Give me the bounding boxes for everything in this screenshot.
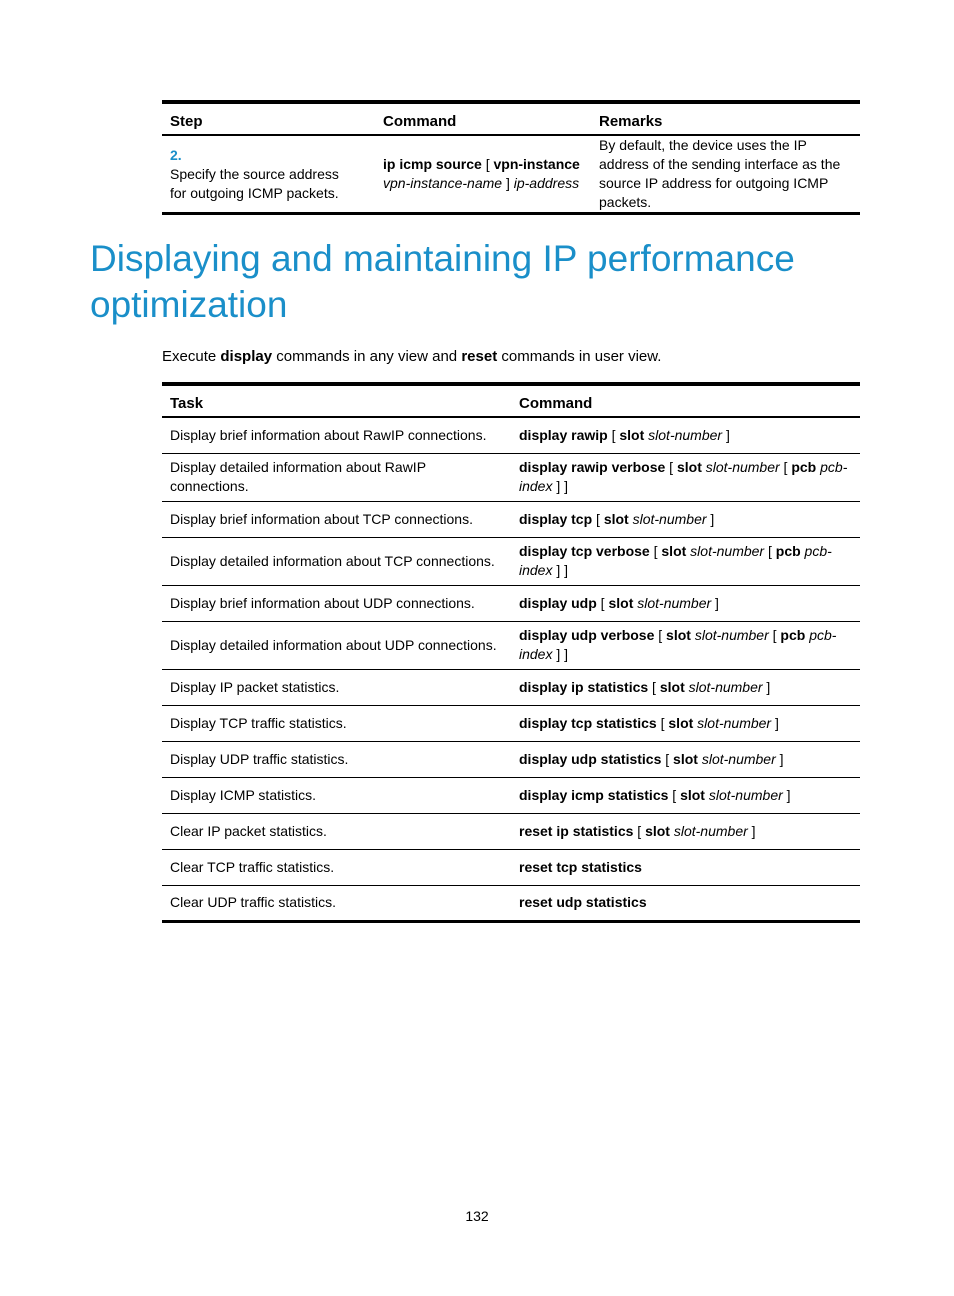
- command-cell: display udp [ slot slot-number ]: [519, 594, 719, 611]
- intro-text: Execute display commands in any view and reset commands in user view.: [162, 348, 662, 365]
- page-number: 132: [465, 1208, 489, 1224]
- task-table-header: [162, 384, 860, 417]
- task-header: Task: [170, 395, 204, 412]
- step-remarks: By default, the device uses the IP address of the sending interface as the source IP address for outgoing ICMP packets.: [599, 137, 841, 210]
- command-cell: reset tcp statistics: [519, 858, 642, 875]
- command-cell: display icmp statistics [ slot slot-number ]: [519, 786, 791, 803]
- task-cell: Display brief information about UDP connections.: [170, 594, 475, 611]
- command-cell: display udp verbose [ slot slot-number [ pcb pcb-index ] ]: [519, 627, 837, 662]
- command-cell: display tcp verbose [ slot slot-number [ pcb pcb-index ] ]: [519, 543, 832, 578]
- command-cell: display tcp [ slot slot-number ]: [519, 510, 715, 527]
- section-heading: Displaying and maintaining IP performance optimization: [90, 238, 795, 325]
- task-cell: Clear TCP traffic statistics.: [170, 858, 335, 875]
- step-cell: [162, 135, 375, 214]
- table-row: [162, 621, 860, 669]
- task-cell: Clear IP packet statistics.: [170, 822, 327, 839]
- command-cell: display rawip verbose [ slot slot-number [ pcb pcb-index ] ]: [519, 459, 848, 494]
- table-row: [162, 453, 860, 501]
- command-cell: display tcp statistics [ slot slot-number ]: [519, 714, 779, 731]
- step-header: Step: [170, 113, 203, 130]
- command-cell: display rawip [ slot slot-number ]: [519, 426, 730, 443]
- task-cell: Display brief information about RawIP connections.: [170, 426, 487, 443]
- task-cell: Display detailed information about TCP connections.: [170, 552, 495, 569]
- task-cell: Display brief information about TCP connections.: [170, 510, 473, 527]
- table-row: [162, 885, 860, 921]
- command-cell: reset udp statistics: [519, 894, 647, 910]
- table-row: [162, 537, 860, 585]
- step-table: [162, 100, 860, 215]
- command-header: Command: [383, 113, 457, 130]
- step-number: 2.: [170, 146, 182, 163]
- step-table-header: [162, 102, 860, 135]
- command-cell: display ip statistics [ slot slot-number ]: [519, 678, 771, 695]
- task-cell: Display detailed information about UDP connections.: [170, 636, 497, 653]
- step-command: ip icmp source [ vpn-instance vpn-instance-name ] ip-address: [383, 156, 580, 191]
- step-description: Specify the source address for outgoing ICMP packets.: [170, 165, 339, 201]
- command-header: Command: [519, 395, 593, 412]
- task-cell: Display TCP traffic statistics.: [170, 714, 347, 731]
- table-row: [162, 705, 860, 741]
- step-row: [162, 135, 860, 214]
- table-row: [162, 849, 860, 885]
- table-row: [162, 777, 860, 813]
- command-cell: display udp statistics [ slot slot-number ]: [519, 750, 784, 767]
- table-row: [162, 741, 860, 777]
- remarks-header: Remarks: [599, 113, 663, 130]
- task-cell: Clear UDP traffic statistics.: [170, 894, 336, 910]
- table-row: [162, 813, 860, 849]
- task-cell: Display IP packet statistics.: [170, 678, 340, 695]
- task-table: [162, 382, 860, 923]
- table-row: [162, 501, 860, 537]
- task-cell: Display UDP traffic statistics.: [170, 750, 349, 767]
- command-cell: reset ip statistics [ slot slot-number ]: [519, 822, 756, 839]
- task-cell: Display ICMP statistics.: [170, 786, 316, 803]
- table-row: [162, 417, 860, 453]
- table-row: [162, 669, 860, 705]
- task-cell: Display detailed information about RawIP connections.: [170, 459, 426, 494]
- table-row: [162, 585, 860, 621]
